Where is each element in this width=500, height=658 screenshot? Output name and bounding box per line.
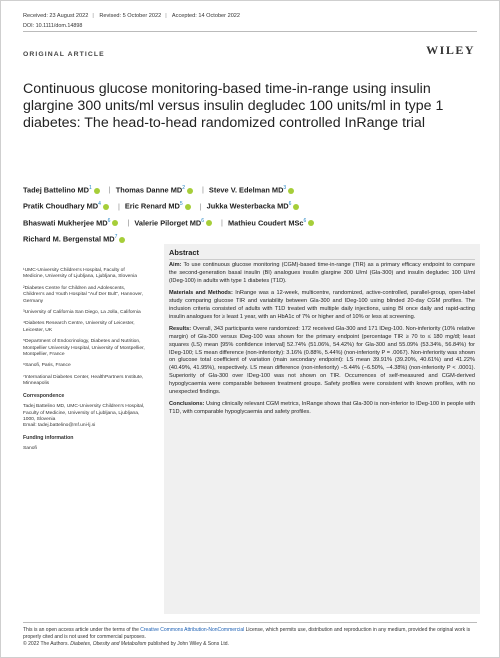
orcid-icon[interactable] bbox=[187, 188, 193, 194]
author[interactable]: Valerie Pilorget $MD^6$ bbox=[134, 214, 212, 230]
abstract-section: Conclusions: Using clinically relevant CGM metrics, InRange shows that Gla-300 is non-inferior to IDeg-100 in people with T1D, with comparable hypoglycaemia and safety profiles. bbox=[169, 401, 476, 416]
affiliation-marker: 5 bbox=[179, 201, 183, 208]
author[interactable]: Tadej Battelino $MD^1$ bbox=[23, 181, 100, 197]
orcid-icon[interactable] bbox=[288, 188, 294, 194]
affiliation-marker: 6 bbox=[288, 201, 292, 208]
orcid-icon[interactable] bbox=[308, 220, 314, 226]
correspondence-heading: Correspondence bbox=[23, 392, 65, 399]
abstract-box bbox=[164, 244, 480, 614]
abstract-section: Aim: To use continuous glucose monitoring (CGM)-based time-in-range (TIR) as a primary efficacy endpoint to compare the second-generation basal insulin (BI) analogues insulin glargine 300 U/ml (Gla-300) and insulin degludec 100 U/ml (IDeg-100) in adults with type 1 diabetes (T1D). bbox=[169, 262, 475, 284]
author[interactable]: Pratik Choudhary $MD^4$ bbox=[23, 197, 109, 213]
affiliation-marker: 6 bbox=[201, 217, 205, 224]
affiliation-marker: 7 bbox=[114, 234, 118, 241]
author-list: Tadej Battelino $MD^1$ | Thomas Danne $MD^2$ | Steve V. Edelman $MD^3$ Pratik Choudhary $MD^4$ | Eric Renard $MD^5$ | Jukka Westerbacka $MD^6$ Bhaswati Mukherjee $MD^6$ | Valerie Pilorget $MD^6$ | Mathieu Coudert MSc$^6$ Richard M. Bergenstal $MD^7$ bbox=[23, 181, 478, 247]
footer bbox=[23, 627, 483, 647]
funding-heading: Funding information bbox=[23, 434, 74, 441]
funding-text: Sanofi bbox=[23, 446, 37, 452]
correspondence-text: Tadej Battelino MD, UMC-University Children's Hospital, Faculty of Medicine, University of Ljubljana, Ljubljana, 1000, Slovenia Email: tadej.battelino@mf.uni-lj.si bbox=[23, 404, 145, 429]
affiliation: ⁵Department of Endocrinology, Diabetes and Nutrition, Montpellier University Hospital, University of Montpellier, Montpellier, France bbox=[23, 339, 145, 358]
author[interactable]: Steve V. Edelman $MD^3$ bbox=[209, 181, 294, 197]
license-text: This is an open access article under the terms of the Creative Commons Attribution-NonCommercial License, which permits use, distribution and reproduction in any medium, provided the original work is properly cited and is not used for commercial purposes. bbox=[23, 627, 471, 640]
orcid-icon[interactable] bbox=[185, 204, 191, 210]
header-divider bbox=[23, 31, 477, 32]
abstract-heading: Abstract bbox=[169, 248, 475, 260]
accepted-date: Accepted: 14 October 2022 bbox=[171, 13, 241, 19]
affiliation-marker: 3 bbox=[283, 185, 287, 191]
author[interactable]: Jukka Westerbacka $MD^6$ bbox=[207, 197, 300, 213]
affiliation-marker: 1 bbox=[88, 185, 92, 191]
author[interactable]: Richard M. Bergenstal $MD^7$ bbox=[23, 230, 125, 246]
affiliation: ²Diabetes Centre for Children and Adolescents, Children's and Youth Hospital "Auf Der Bult", Hannover, Germany bbox=[23, 285, 143, 304]
orcid-icon[interactable] bbox=[112, 220, 118, 226]
article-type-label: ORIGINAL ARTICLE bbox=[23, 51, 105, 58]
affiliations-column bbox=[23, 268, 145, 458]
abstract-section: Materials and Methods: InRange was a 12-week, multicentre, randomized, active-controlled, parallel-group, open-label study comparing glucose TIR and variability between Gla-300 and IDeg-100 using blinded 20-day CGM profiles. The inclusion criteria consisted of adults with T1D treated with multiple daily injections, using BI once daily and rapid-acting insulin analogues for ≥ least 1 year, with an HbA1c of 7% or higher and of 10% or less at screening. bbox=[169, 289, 475, 320]
author[interactable]: Eric Renard $MD^5$ bbox=[125, 197, 191, 213]
affiliation: ¹UMC-University Children's Hospital, Faculty of Medicine, University of Ljubljana, Ljubljana, Slovenia bbox=[23, 268, 137, 280]
license-link[interactable]: Creative Commons Attribution-NonCommercial bbox=[140, 627, 245, 633]
copyright-text: © 2022 The Authors. Diabetes, Obesity and Metabolism published by John Wiley & Sons Ltd. bbox=[23, 640, 229, 647]
author[interactable]: Mathieu Coudert MSc$^6$ bbox=[228, 214, 314, 230]
abstract-section: Results: Overall, 343 participants were randomized: 172 received Gla-300 and 171 IDeg-100. Non-inferiority (10% relative margin) of Gla-300 versus IDeg-100 was shown for the primary endpoint (percentage TIR ≥ 70 to ≤ 180 mg/dl; least squares (LS) mean [95% confidence interval] 52.74% (51.06%, 54.42%) for Gla-300 and 55.09% (53.34%, 56.84%) for IDeg-100; LS mean difference (non-inferiority): 3.16% (0.88%, 5.44%) (non-inferiority P = .0067). Non-inferiority was shown on glucose total coefficient of variation (main secondary endpoint): LS mean 39.91% (39.20%, 40.61%) and 41.22% (40.49%, 41.95%), respectively. LS mean difference (non-inferiority) −5.44% (−6.50%, −4.38%) (non-inferiority P < .0001). Superiority of Gla-300 over IDeg-100 was not shown on TIR. Occurrences of self-measured and CGM-derived hypoglycaemia were comparable between treatment groups. Safety profiles were consistent with known profiles, with no unexpected findings. bbox=[169, 325, 475, 396]
orcid-icon[interactable] bbox=[206, 220, 212, 226]
footer-divider bbox=[23, 622, 477, 623]
affiliation-marker: 6 bbox=[303, 217, 307, 224]
affiliation: ³University of California San Diego, La Jolla, California bbox=[23, 310, 141, 316]
affiliation: ⁷International Diabetes Center, HealthPartners Institute, Minneapolis bbox=[23, 374, 144, 387]
article-title: Continuous glucose monitoring-based time-in-range using insulin glargine 300 units/ml versus insulin degludec 100 units/ml in type 1 diabetes: The head-to-head randomized controlled InRange trial bbox=[23, 81, 444, 131]
affiliation: ⁶Sanofi, Paris, France bbox=[23, 363, 71, 369]
affiliation-marker: 4 bbox=[98, 201, 101, 208]
publisher-logo: WILEY bbox=[426, 43, 475, 57]
received-date: Received: 23 August 2022 bbox=[23, 13, 89, 19]
orcid-icon[interactable] bbox=[94, 188, 100, 194]
author[interactable]: Thomas Danne $MD^2$ bbox=[116, 181, 193, 197]
doi[interactable]: DOI: 10.1111/dom.14898 bbox=[23, 23, 83, 29]
orcid-icon[interactable] bbox=[103, 204, 109, 210]
affiliation: ⁴Diabetes Research Centre, University of Leicester, Leicester, UK bbox=[23, 321, 135, 333]
orcid-icon[interactable] bbox=[293, 204, 299, 210]
orcid-icon[interactable] bbox=[119, 237, 125, 243]
affiliation-marker: 6 bbox=[107, 217, 111, 224]
history-line: Received: 23 August 2022 | Revised: 5 October 2022 | Accepted: 14 October 2022 bbox=[23, 13, 241, 19]
revised-date: Revised: 5 October 2022 bbox=[99, 13, 162, 19]
affiliation-marker: 2 bbox=[182, 185, 185, 191]
correspondence-email[interactable]: Email: tadej.battelino@mf.uni-lj.si bbox=[23, 423, 96, 429]
author[interactable]: Bhaswati Mukherjee $MD^6$ bbox=[23, 214, 118, 230]
